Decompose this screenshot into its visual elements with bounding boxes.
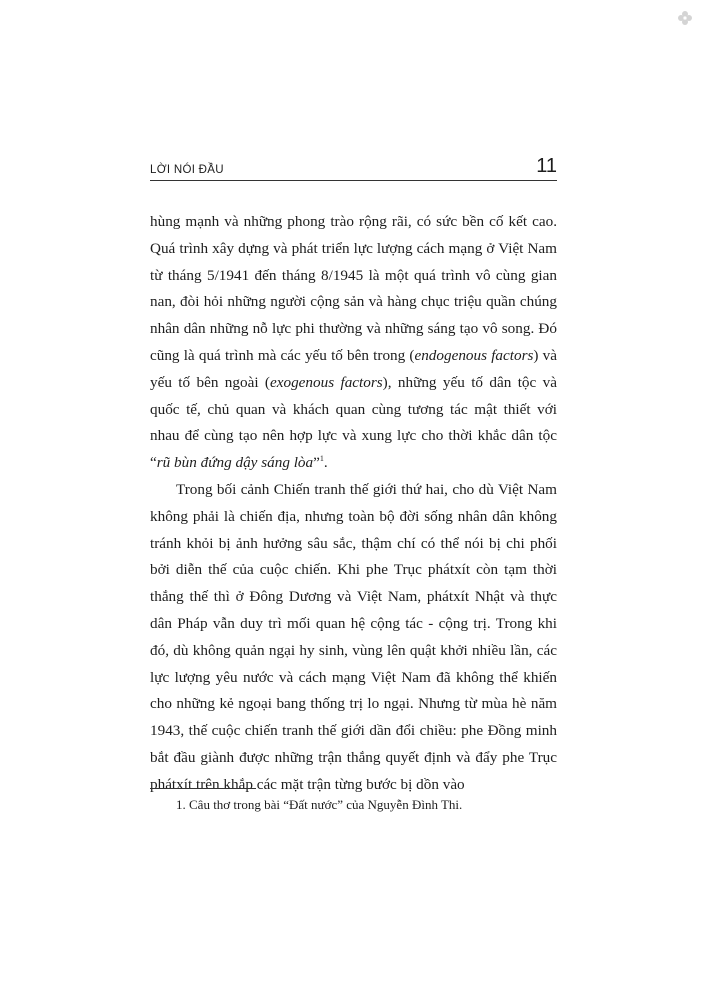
paragraph-1 xyxy=(150,209,557,477)
italic-term: exogenous factors xyxy=(270,373,383,391)
text-run: ” xyxy=(313,454,320,472)
paragraph-2: Trong bối cảnh Chiến tranh thế giới thứ hai, cho dù Việt Nam không phải là chiến địa, nhưng toàn bộ đời sống nhân dân không tránh khỏi bị ảnh hưởng sâu sắc, thậm chí có thể nói bị chi phối bởi diễn thế của cuộc chiến. Khi phe Trục phátxít còn tạm thời thắng thế thì ở Đông Dương và Việt Nam, phátxít Nhật và thực dân Pháp vẫn duy trì mối quan hệ cộng tác - cộng trị. Trong khi đó, dù không quản ngại hy sinh, vùng lên quật khởi nhiều lần, các lực lượng yêu nước và cách mạng Việt Nam đã không thể khiến cho những kẻ ngoại bang thống trị lo ngại. Nhưng từ mùa hè năm 1943, thế cuộc chiến tranh thế giới dần đổi chiều: phe Đồng minh bắt đầu giành được những trận thắng quyết định và đẩy phe Trục phátxít trên khắp các mặt trận từng bước bị dồn vào xyxy=(150,480,557,793)
text-run: hùng mạnh và những phong trào rộng rãi, có sức bền cố kết cao. Quá trình xây dựng và phát triển lực lượng cách mạng ở Việt Nam từ tháng 5/1941 đến tháng 8/1945 là một quá trình vô cùng gian nan, đòi hỏi những người cộng sản và hàng chục triệu quần chúng nhân dân những nỗ lực phi thường và những sáng tạo vô song. Đó cũng là quá trình mà các yếu tố bên trong ( xyxy=(150,213,557,364)
running-header xyxy=(150,152,557,181)
footnote-marker: 1 xyxy=(319,454,324,464)
text-run: ) và yếu tố bên ngoài ( xyxy=(150,346,557,391)
footnote: 1. Câu thơ trong bài “Đất nước” của Nguyễn Đình Thi. xyxy=(176,797,463,812)
text-run: . xyxy=(323,454,328,472)
page-number: 11 xyxy=(536,155,557,177)
body-text xyxy=(150,209,557,799)
text-run: ), những yếu tố dân tộc và quốc tế, chủ quan và khách quan cùng tương tác mật thiết với nhau để cùng tạo nên hợp lực và xung lực cho thời khắc dân tộc “ xyxy=(150,373,557,472)
flower-icon xyxy=(677,10,693,26)
quoted-verse: rũ bùn đứng dậy sáng lòa xyxy=(156,454,314,472)
italic-term: endogenous factors xyxy=(414,346,534,364)
section-title: LỜI NÓI ĐẦU xyxy=(150,164,224,176)
footnote-divider xyxy=(150,788,256,789)
